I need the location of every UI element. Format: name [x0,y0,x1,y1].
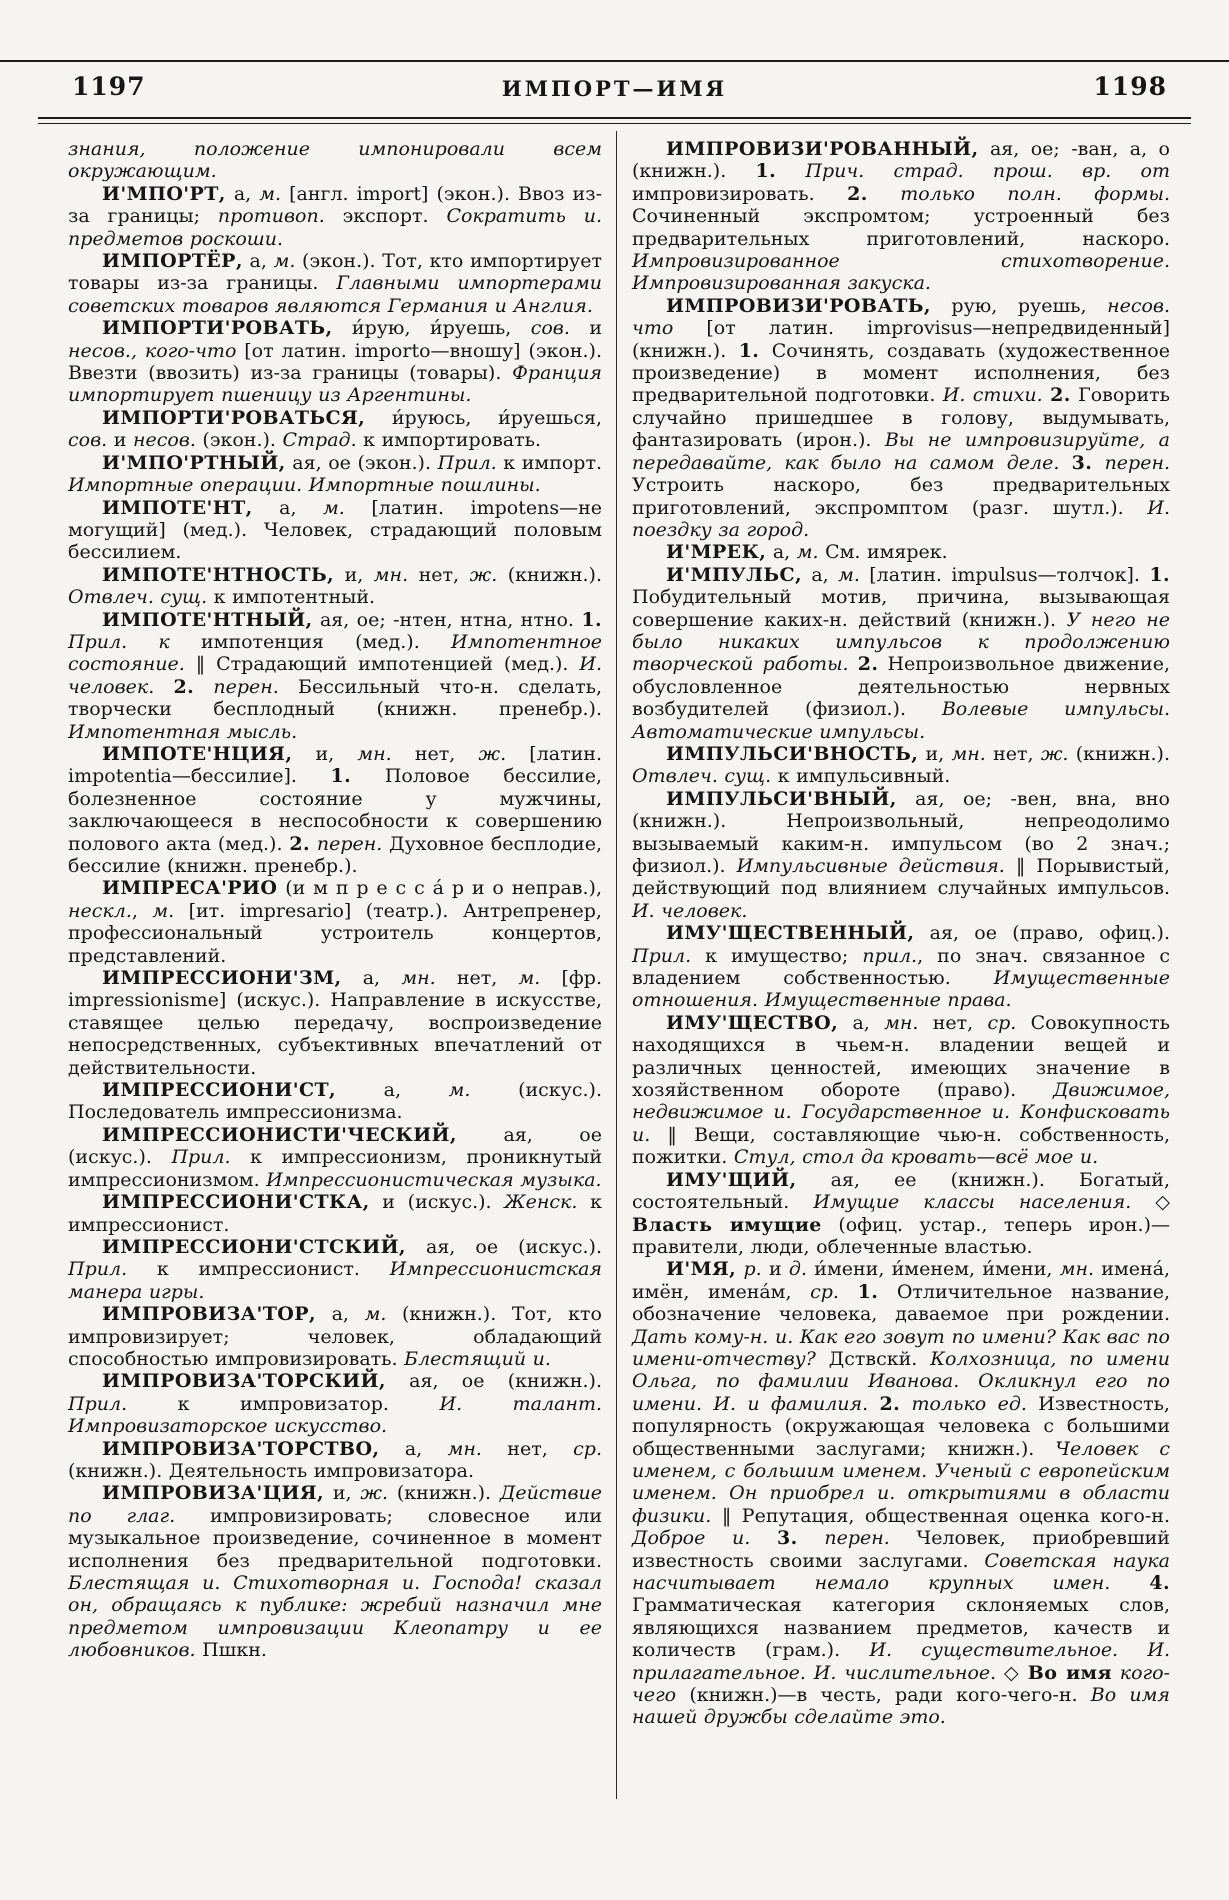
page-number-left: 1197 [72,72,146,101]
entry-text: и, [324,1482,361,1505]
headword: ИМПОТЕ'НТНЫЙ, [102,608,313,631]
entry-text: Побудительный мотив, причина, вызывающая совершение каких-н. действий (книжн.). [632,586,1170,631]
entry-italic-text: Имущественные отношения. Имущественные права. [632,967,1170,1012]
entry-italic-text: ср. [573,1437,602,1460]
entry-text [1059,452,1071,474]
entry-italic-text: Волевые импульсы. Автоматические импульсы. [632,698,1171,743]
entry-text: (экон.). Тот, кто импортирует товары из-за границы. [68,250,602,295]
entry-italic-text: Прил. [437,451,497,474]
dictionary-entry [632,1169,1170,1259]
entry-italic-text: Дать кому-н. и. Как его зовут по имени? Как вас по имени-отчеству? [632,1325,1170,1370]
entry-text: и, [334,563,374,586]
dictionary-entry [68,609,602,743]
headword: ИМПРОВИЗА'ЦИЯ, [102,1482,325,1505]
entry-text: (искус.). Последователь импрессионизма. [68,1079,602,1124]
entry-text: (и м п р е с с а́ р и о неправ.), [277,877,602,900]
entry-italic-text: Прил. [171,1146,231,1169]
entry-text: ая, ое; -ван, а, о (книжн.). [632,138,1170,183]
dictionary-entry [632,1258,1170,1729]
headword: ИМПОРТЁР, [102,250,243,273]
entry-text: (книжн.). [1068,742,1170,765]
entry-italic-text: И. существительное. И. прилагательное. И. числительное. [632,1639,1170,1684]
entry-text: ая, ое; -вен, вна, вно (книжн.). Непроизвольный, непреодолимо вызываемый каким-н. импульсом (во 2 знач.; физиол.). [632,787,1170,877]
entry-text: и (искус.). [369,1191,505,1214]
entry-italic-text: Блестящий и. [404,1347,551,1370]
dictionary-entry [68,407,602,452]
dictionary-entry [68,250,602,317]
dictionary-entry [632,541,1170,563]
entry-italic-text: перен. [1104,451,1171,474]
entry-text: а, [341,967,402,990]
entry-italic-text: мн. [401,967,436,990]
entry-text: к импрессионизм, проникнутый импрессионизмом. [68,1146,602,1191]
entry-italic-text: р. [743,1258,762,1281]
entry-text: к импровизатор. [127,1392,440,1415]
entry-text: [латин. impotens—не могущий] (мед.). Человек, страдающий половым бессилием. [68,496,602,564]
entry-italic-text: мн. [373,563,409,586]
entry-italic-text: прил. [862,944,918,967]
entry-italic-text: м. [152,899,175,922]
entry-text: и́руюсь, и́руешься, [365,406,602,429]
entry-italic-text: сов. [530,317,570,340]
column-divider-rule [616,131,617,1799]
entry-text: имена́, имён, имена́м, [632,1258,1171,1303]
dictionary-entry [68,1438,602,1483]
headword: И'МПО'РТ, [102,182,226,205]
dictionary-entry [68,564,602,609]
entry-text: Сочиненный экспромтом; устроенный без предварительных приготовлений, наскоро. [632,205,1170,250]
dictionary-entry [632,564,1170,743]
dictionary-entry [68,1482,602,1661]
entry-text: (экон.). [195,429,283,452]
entry-text: (книжн.). Тот, кто импровизирует; человек, обладающий способностью импровизировать. [68,1303,602,1370]
entry-italic-text: м. [323,496,345,519]
dictionary-entry [632,788,1170,922]
entry-text: ая, ее (книжн.). Богатый, состоятельный. [632,1168,1170,1214]
entry-text: ая, ое (искус.). [405,1235,602,1258]
headword: И'МЯ, [666,1258,737,1281]
entry-italic-text: Прич. страд. прош. вр. от [805,160,1171,183]
dictionary-entry [68,1236,602,1303]
entry-text: и [107,429,133,452]
headword: 2. [879,1392,901,1415]
entry-text: ‖ Вещи, составляющие чью-н. собственность, пожитки. [632,1123,1170,1169]
entry-italic-text: Импортные операции. Импортные пошлины. [68,474,541,497]
entry-italic-text: Во имя нашей дружбы сделайте это. [632,1684,1170,1729]
page-top-edge-rule [0,60,1229,62]
entry-italic-text: кого-чего [632,1661,1170,1707]
entry-text: См. имярек. [818,541,948,564]
headword: И'МПО'РТНЫЙ, [102,451,286,474]
headword: ИМПРОВИЗА'ТОРСКИЙ, [102,1370,386,1393]
entry-text: ‖ Репутация, общественная оценка кого-н. [711,1504,1170,1527]
entry-italic-text: И. стихи. [942,384,1043,407]
entry-text [798,1527,825,1549]
entry-text: и [761,1258,789,1281]
headword: ИМПРОВИЗА'ТОР, [102,1303,316,1326]
headword: 2. [1050,384,1071,407]
entry-text: (книжн.). [497,563,602,586]
entry-text [154,676,173,698]
entry-text [900,1393,911,1415]
dictionary-entry [632,295,1170,541]
entry-italic-text: ср. [987,1011,1017,1034]
entry-text: к имущество; [691,944,863,967]
headword: 1. [755,160,777,183]
entry-text: Дствскй. [815,1347,931,1370]
entry-text: Совокупность находящихся в чьем-н. владении вещей и различных ценностей, имеющих значение в хозяйственном обороте (право). [632,1011,1170,1102]
entry-text: нет, [481,1437,574,1460]
entry-text [776,160,805,182]
entry-text: к импрессионист. [68,1191,602,1236]
entry-text: ая, ое (экон.). [285,451,438,474]
entry-italic-text: что [632,317,674,340]
entry-text: и, [292,742,358,765]
entry-text: импотенция (мед.). [169,630,452,653]
entry-text: ‖ Страдающий импотенцией (мед.). [184,653,580,676]
entry-text: нет, [408,563,470,586]
dictionary-entry [68,497,602,564]
entry-text [839,1281,858,1303]
dictionary-entry [68,183,602,250]
headword: ИМПОТЕ'НТНОСТЬ, [102,563,335,586]
entry-italic-text: мн. [447,1437,482,1460]
entry-italic-text: м. [838,563,860,586]
entry-italic-text: И. человек. [68,653,602,698]
entry-italic-text: Импульсивные действия. [736,855,1005,877]
entry-italic-text: д. [788,1258,808,1281]
entry-italic-text: Главными импортерами советских товаров являются Германия и Англия. [68,272,602,317]
entry-text: Бессильный что-н. сделать, творчески бесплодный (книжн. пренебр.). [68,675,602,721]
headword: ИМПРЕССИОНИ'СТКА, [102,1191,370,1214]
running-head [0,70,1229,112]
entry-text: Отличительное название, обозначение человека, даваемое при рождении. [632,1280,1170,1326]
headword: ИМПРОВИЗИ'РОВАННЫЙ, [666,138,979,160]
dictionary-entry [68,1124,602,1191]
entry-italic-text: Имущие классы населения. [813,1191,1132,1214]
entry-text: Устроить наскоро, без предварительных приготовлений, экспромптом (разг. шутл.). [632,474,1170,519]
dictionary-entry [68,1191,602,1236]
headword: ИМПУЛЬСИ'ВНЫЙ, [666,787,897,810]
entry-text: а, [379,1437,448,1460]
entry-text: (книжн.). [388,1482,500,1505]
headword: ИМПОРТИ'РОВАТЬСЯ, [102,406,366,429]
entry-text: ая, ое (книжн.). [385,1370,602,1393]
entry-text: и́мени, и́менем, и́мени, [807,1258,1060,1281]
headword: 4. [1149,1572,1170,1594]
entry-text: а, [336,1079,449,1102]
dictionary-entry [68,967,602,1079]
entry-italic-text: Колхозница, по имени Ольга, по фамилии Иванова. Окликнул его по имени. И. и фамилия. [632,1347,1170,1415]
entry-italic-text: несов. [1107,294,1170,317]
headword: ИМУ'ЩЕСТВО, [666,1011,839,1034]
entry-text: а, [838,1011,885,1034]
entry-text: [латин. impotentia—бессилие]. [68,742,602,788]
entry-text: нет, [918,1011,988,1034]
entry-italic-text: сов. [68,429,108,452]
dictionary-entry [68,1303,602,1370]
dictionary-entry [632,138,1170,295]
entry-italic-text: м. [259,182,282,205]
dictionary-entry [68,317,602,407]
entry-italic-text: И. поездку за город. [632,496,1170,541]
entry-text: и́рую, и́руешь, [332,317,531,340]
headword: Во имя [1027,1661,1112,1684]
entry-text: импровизировать. [632,182,848,205]
entry-italic-text: несов. [132,429,196,452]
entry-text: Пшкн. [195,1639,267,1662]
dictionary-entry [68,138,602,183]
headword: 3. [777,1527,798,1550]
headword: И'МРЕК, [666,541,767,564]
dictionary-entry [68,452,602,497]
entry-italic-text: ж. [469,563,498,586]
headword: 1. [738,339,760,362]
dictionary-entry [632,743,1170,788]
headword: ИМПРЕССИОНИ'СТСКИЙ, [102,1235,406,1258]
entry-italic-text: перен. [824,1527,890,1550]
entry-italic-text: И. человек. [632,899,748,922]
entry-text [1092,452,1104,474]
entry-italic-text: мн. [357,742,392,765]
entry-italic-text: Импрессионистическая музыка. [266,1168,602,1191]
entry-italic-text: м. [796,541,819,564]
entry-text: а, [766,541,797,564]
headword: 1. [1149,563,1170,586]
headword: 1. [330,765,352,788]
dictionary-column-left [68,138,602,1662]
dictionary-entry [68,743,602,877]
entry-italic-text: мн. [884,1011,919,1034]
entry-italic-text: У него не было никаких импульсов к продолжению творческой работы. [632,608,1170,676]
entry-italic-text: Импотентное состояние. [68,630,603,676]
dictionary-entry [68,1079,602,1124]
entry-italic-text: И. талант. Импровизаторское искусство. [68,1392,603,1438]
entry-italic-text: Прил. [68,1392,128,1415]
entry-text [1043,384,1050,406]
entry-italic-text: ж. [478,742,507,765]
entry-text: к импортировать. [356,429,541,452]
headword: 2. [847,182,868,205]
entry-text: [латин. impulsus—толчок]. [859,563,1150,586]
entry-text: Человек, приобревший известность своими заслугами. [632,1527,1170,1572]
headword: 1. [857,1280,879,1303]
entry-italic-text: Доброе и. [632,1527,751,1550]
headword: ИМПРЕССИОНИСТИ'ЧЕСКИЙ, [102,1123,457,1146]
page-number-right: 1198 [1093,72,1167,101]
entry-italic-text: Блестящая и. Стихотворная и. Господа! сказал он, обращаясь к публике: жребий назначил мне предметом импровизации Клеопатру и ее любовников. [68,1572,602,1662]
entry-text: Говорить случайно пришедшее в голову, выдумывать, фантазировать (ирон.). [632,384,1170,452]
dictionary-entry [632,1012,1170,1169]
entry-italic-text: перен. [316,832,383,855]
entry-text: и, [918,742,952,765]
header-double-rule [38,117,1191,124]
entry-text: (офиц. устар., теперь ирон.)—правители, люди, облеченные властью. [632,1213,1170,1258]
headword: ИМПРЕСА'РИО [102,877,278,900]
entry-text: [англ. import] (экон.). Ввоз из-за границы; [68,182,602,228]
entry-text: , [131,899,153,922]
entry-text: Сочинять, создавать (художественное произведение) в момент исполнения, без предварительной подготовки. [632,339,1170,407]
entry-italic-text: Отвлеч. сущ. [68,586,208,609]
headword: 2. [857,653,879,676]
entry-text: (книжн.)—в честь, ради кого-чего-н. [676,1684,1091,1707]
entry-text: а, [801,563,839,586]
entry-text: Грамматическая категория склоняемых слов, являющихся названием предметов, качеств и количеств (грам.). [632,1594,1170,1662]
headword: ИМПРОВИЗА'ТОРСТВО, [102,1437,380,1460]
entry-italic-text: Сократить и. предметов роскоши. [68,205,602,250]
entry-text: [от латин. improvisus—непредвиденный] (книжн.). [632,317,1170,362]
entry-italic-text: Прил. [632,944,692,967]
entry-text: экспорт. [324,205,447,228]
entry-italic-text: м. [518,967,541,990]
entry-italic-text: ср. [810,1280,839,1303]
entry-text: (книжн.). Деятельность импровизатора. [68,1459,475,1482]
entry-italic-text: противоп. [217,205,325,228]
headword: 1. [581,608,602,631]
headword: 3. [1071,451,1093,474]
entry-text [849,653,858,675]
entry-text: нет, [435,967,519,990]
dictionary-column-right [632,138,1170,1729]
entry-italic-text: только полн. формы. [900,182,1170,205]
entry-italic-text: Отвлеч. сущ. [632,765,772,788]
entry-italic-text: м. [364,1303,387,1326]
entry-text: , по знач. связанное с владением собственностью. [632,944,1170,990]
entry-text [750,1527,777,1549]
entry-text: а, [225,182,260,205]
headword: И'МПУЛЬС, [666,563,802,586]
entry-italic-text: Человек с именем, с большим именем. Ученый с европейским именем. Он приобрел и. открытиями в области физики. [632,1437,1171,1527]
entry-text: к импорт. [496,451,603,474]
entry-italic-text: ж. [360,1482,389,1505]
entry-italic-text: Франция импортирует пшеницу из Аргентины. [68,362,602,407]
dictionary-entry [68,1370,602,1437]
entry-italic-text: мн. [1059,1258,1094,1281]
headword: ИМПОТЕ'НТ, [102,496,253,519]
entry-italic-text: перен. [213,675,279,698]
entry-text: нет, [985,742,1041,765]
headword: ИМУ'ЩИЙ, [666,1168,797,1191]
entry-italic-text: Импровизированное стихотворение. Импровизированная закуска. [632,250,1170,295]
entry-text: Известность, популярность (окружающая человека с большими общественными заслугами; книжн.). [632,1392,1170,1460]
entry-text: к импрессионист. [127,1258,390,1281]
entry-italic-text: нескл. [68,899,132,922]
entry-text: импровизировать; словесное или музыкальное произведение, сочиненное в момент исполнения без предварительной подготовки. [68,1504,603,1572]
headword: 2. [173,675,195,698]
entry-text [1112,1662,1120,1684]
headword: Власть имущие [632,1213,822,1236]
entry-text: к импульсивный. [771,765,951,788]
entry-italic-text: м. [273,250,296,273]
entry-text: и [569,317,602,340]
headword: ИМПРЕССИОНИ'ЗМ, [102,967,342,990]
entry-text [1110,1572,1149,1594]
entry-italic-text: только ед. [911,1392,1027,1415]
entry-text: ‖ Порывистый, действующий под влиянием случайных импульсов. [632,855,1170,900]
entry-text: [от латин. importo—вношу] (экон.). Ввезти (ввозить) из-за границы (товары). [68,339,602,385]
entry-text: рую, руешь, [930,294,1108,317]
entry-italic-text: Импотентная мысль. [68,720,298,743]
entry-italic-text: Вы не импровизируйте, а передавайте, как было на самом деле. [632,429,1170,474]
entry-italic-text: Страд. [282,429,357,452]
entry-text: [фр. impressionisme] (искус.). Направление в искусстве, ставящее целью передачу, воспроизведение непосредственных, субъективных впечатлений от действительности. [68,967,603,1079]
entry-italic-text: знания, положение импонировали всем окружающим. [68,138,602,183]
running-head-title: ИМПОРТ—ИМЯ [501,76,728,101]
entry-text: к импотентный. [207,586,376,609]
entry-text: ◇ [1131,1191,1170,1214]
entry-text: нет, [391,742,479,765]
entry-italic-text: Советская наука насчитывает немало крупных имен. [632,1549,1170,1594]
headword: ИМУ'ЩЕСТВЕННЫЙ, [666,922,915,945]
entry-italic-text: ж. [1040,742,1069,765]
entry-text: а, [315,1303,365,1326]
entry-italic-text: м. [448,1079,471,1102]
entry-italic-text: несов., кого-что [68,339,237,362]
headword: ИМПРЕССИОНИ'СТ, [102,1079,337,1102]
entry-text [868,183,901,205]
entry-italic-text: Импрессионистская манера игры. [68,1258,602,1303]
entry-italic-text: Движимое, недвижимое и. Государственное и. Конфисковать и. [632,1079,1170,1146]
headword: ИМПОТЕ'НЦИЯ, [102,742,293,765]
entry-text [310,833,317,855]
entry-text: ◇ [996,1661,1028,1684]
entry-text: Духовное бесплодие, бессилие (книжн. пренебр.). [68,832,602,877]
entry-italic-text: Женск. [504,1191,578,1214]
headword: ИМПРОВИЗИ'РОВАТЬ, [666,294,931,317]
entry-text: ая, ое (право, офиц.). [914,922,1170,945]
headword: ИМПОРТИ'РОВАТЬ, [102,317,333,340]
dictionary-entry [68,877,602,967]
entry-italic-text: мн. [951,742,986,765]
entry-text: а, [242,250,274,273]
entry-italic-text: Прил. [68,1258,128,1281]
entry-text [194,676,213,698]
entry-italic-text: Прил. к [68,630,170,653]
entry-text: а, [252,496,324,519]
entry-text [868,1393,879,1415]
dictionary-entry [632,922,1170,1012]
headword: 2. [289,832,311,855]
entry-italic-text: Действие по глаг. [68,1482,602,1527]
entry-text: ая, ое (искус.). [68,1123,602,1169]
headword: ИМПУЛЬСИ'ВНОСТЬ, [666,742,919,765]
entry-text: Непроизвольное движение, обусловленное деятельностью нервных возбудителей (физиол.). [632,653,1170,721]
entry-text: Половое бессилие, болезненное состояние у мужчины, заключающееся в неспособности к совершению полового акта (мед.). [68,765,602,855]
entry-text: [ит. impresario] (театр.). Антрепренер, профессиональный устроитель концертов, представлений. [68,899,602,967]
entry-italic-text: Стул, стол да кровать—всё мое и. [733,1146,1099,1169]
entry-text: ая, ое; -нтен, нтна, нтно. [312,608,582,631]
